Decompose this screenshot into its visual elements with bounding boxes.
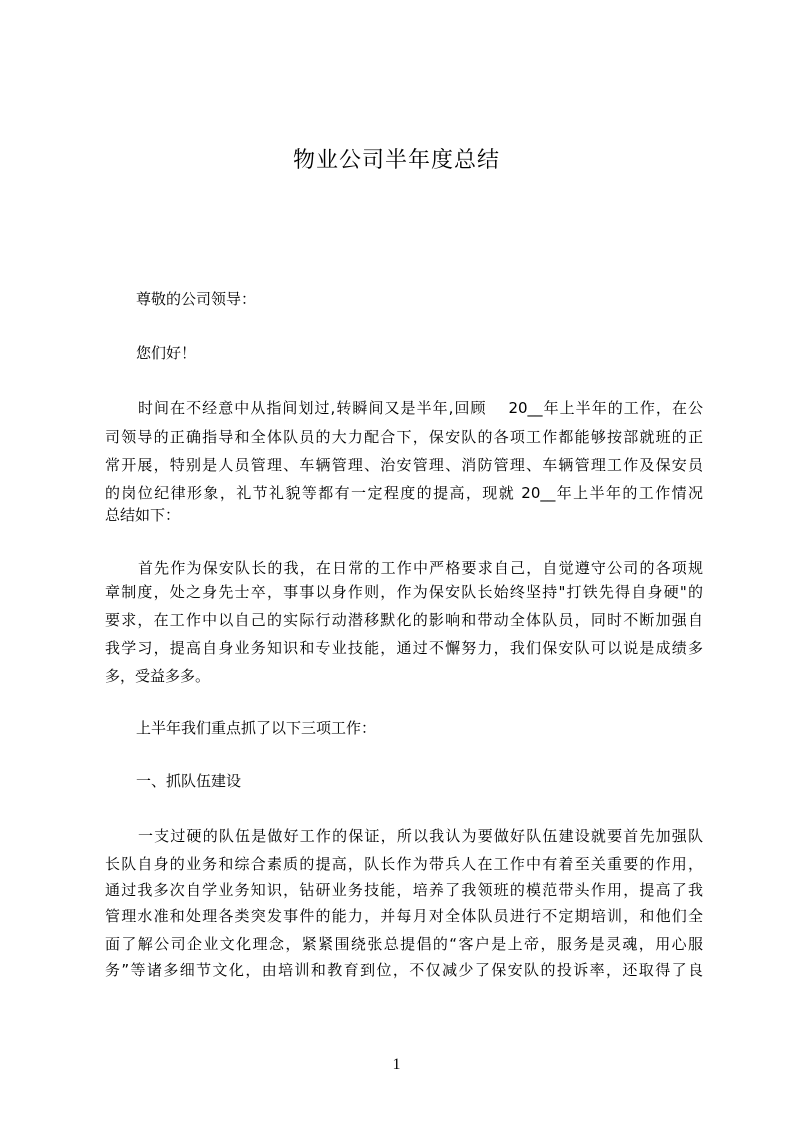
paragraph-line: 要求，在工作中以自己的实际行动潜移默化的影响和带动全体队员，同时不断加强自 (105, 611, 703, 629)
paragraph-line: 一支过硬的队伍是做好工作的保证，所以我认为要做好队伍建设就要首先加强队 (138, 827, 703, 845)
paragraph-line: 我学习，提高自身业务知识和专业技能，通过不懈努力，我们保安队可以说是成绩多 (105, 639, 703, 657)
paragraph-line: 通过我多次自学业务知识，钻研业务技能，培养了我领班的模范带头作用，提高了我 (105, 881, 703, 899)
paragraph-line: 常开展，特别是人员管理、车辆管理、治安管理、消防管理、车辆管理工作及保安员 (105, 456, 703, 474)
greeting: 您们好！ (136, 344, 197, 362)
section-heading: 一、抓队伍建设 (136, 772, 242, 790)
paragraph-line: 总结如下： (105, 506, 181, 524)
paragraph-line: 长队自身的业务和综合素质的提高，队长作为带兵人在工作中有着至关重要的作用， (105, 855, 703, 873)
paragraph-line: 务”等诸多细节文化，由培训和教育到位，不仅减少了保安队的投诉率，还取得了良 (105, 961, 703, 979)
document-title: 物业公司半年度总结 (292, 148, 500, 173)
paragraph-line: 多，受益多多。 (105, 667, 211, 685)
intro-focus: 上半年我们重点抓了以下三项工作： (136, 719, 377, 737)
paragraph-line: 管理水准和处理各类突发事件的能力，并每月对全体队员进行不定期培训，和他们全 (105, 907, 703, 925)
page-number: 1 (392, 1056, 401, 1073)
paragraph-line: 面了解公司企业文化理念，紧紧围绕张总提倡的“客户是上帝，服务是灵魂，用心服 (105, 935, 703, 953)
paragraph-line: 司领导的正确指导和全体队员的大力配合下，保安队的各项工作都能够按部就班的正 (105, 428, 703, 446)
paragraph-line: 的岗位纪律形象，礼节礼貌等都有一定程度的提高，现就 20__年上半年的工作情况 (105, 484, 703, 502)
paragraph-line: 章制度，处之身先士卒，事事以身作则，作为保安队长始终坚持"打铁先得自身硬"的 (105, 583, 703, 601)
paragraph-line: 首先作为保安队长的我，在日常的工作中严格要求自己，自觉遵守公司的各项规 (138, 559, 703, 577)
paragraph-line: 时间在不经意中从指间划过,转瞬间又是半年,回顾 20__年上半年的工作，在公 (138, 399, 703, 417)
salutation: 尊敬的公司领导： (136, 290, 257, 308)
